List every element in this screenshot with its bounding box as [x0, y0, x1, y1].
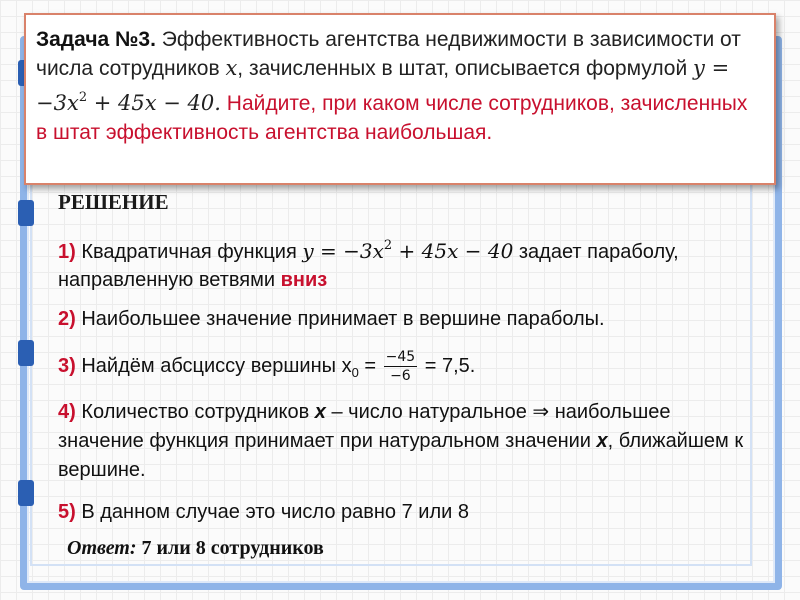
task-formula-b: + 45x − 40. [87, 91, 221, 115]
step-3-eq1: = [358, 354, 382, 377]
step-5-number: 5) [58, 501, 76, 523]
step-3-x0-var: x [341, 354, 352, 377]
binding-mark [18, 200, 34, 226]
binding-mark [18, 480, 34, 506]
task-text-1: Эффективность агентства недвижимости в зависимости от числа сотрудников [36, 28, 741, 80]
step-5-text: В данном случае это число равно 7 или 8 [75, 501, 469, 523]
step-4-text-b: – число натуральное ⇒ наибольшее значение функция принимает при натуральном значении [58, 401, 671, 452]
step-3-fraction [384, 348, 418, 385]
step-4-text-a: Количество сотрудников [75, 401, 315, 423]
step-5 [58, 498, 758, 526]
step-3-frac-den: −6 [390, 368, 411, 384]
step-3-x0 [341, 354, 359, 380]
step-1-text-b: задает параболу, направленную ветвями [58, 241, 679, 291]
solution-title: РЕШЕНИЕ [58, 190, 169, 214]
task-box [24, 13, 776, 185]
step-4-var: x [314, 401, 326, 423]
step-1 [58, 232, 758, 294]
step-1-formula-a: y = −3x [302, 239, 384, 263]
step-3-number: 3) [58, 354, 76, 377]
binding-mark [18, 340, 34, 366]
step-4 [58, 398, 748, 485]
step-2 [58, 305, 758, 333]
step-4-var2: x [596, 430, 608, 452]
step-4-number: 4) [58, 401, 76, 423]
step-2-number: 2) [58, 308, 76, 330]
step-2-text: Наибольшее значение принимает в вершине параболы. [75, 308, 605, 330]
task-text-2: , зачисленных в штат, описывается формулой [237, 57, 694, 80]
task-title: Задача №3. [36, 28, 156, 51]
task-var-x: x [225, 56, 238, 80]
answer [67, 537, 324, 560]
step-4-text-c: , ближайшем к вершине. [58, 430, 744, 481]
answer-label: Ответ: [67, 537, 137, 559]
step-1-formula [302, 239, 513, 263]
step-1-formula-exp: 2 [383, 238, 393, 253]
step-3-frac-num: −45 [385, 349, 416, 365]
task-formula-a: y = −3x [36, 56, 730, 115]
step-3-x0-sub: 0 [351, 364, 359, 380]
step-1-formula-b: + 45x − 40 [392, 239, 514, 263]
step-1-highlight: вниз [280, 269, 328, 291]
task-formula-exp: 2 [78, 90, 88, 105]
solution-content [58, 186, 758, 215]
step-3-text: Найдём абсциссу вершины [75, 354, 342, 377]
step-1-text-a: Квадратичная функция [75, 241, 303, 263]
step-3 [58, 348, 758, 387]
answer-value: 7 или 8 сотрудников [136, 537, 324, 559]
step-3-eq2: = 7,5. [419, 354, 476, 377]
step-1-number: 1) [58, 241, 76, 263]
task-question: Найдите, при каком числе сотрудников, зачисленных в штат эффективность агентства наибольшая. [36, 92, 748, 144]
